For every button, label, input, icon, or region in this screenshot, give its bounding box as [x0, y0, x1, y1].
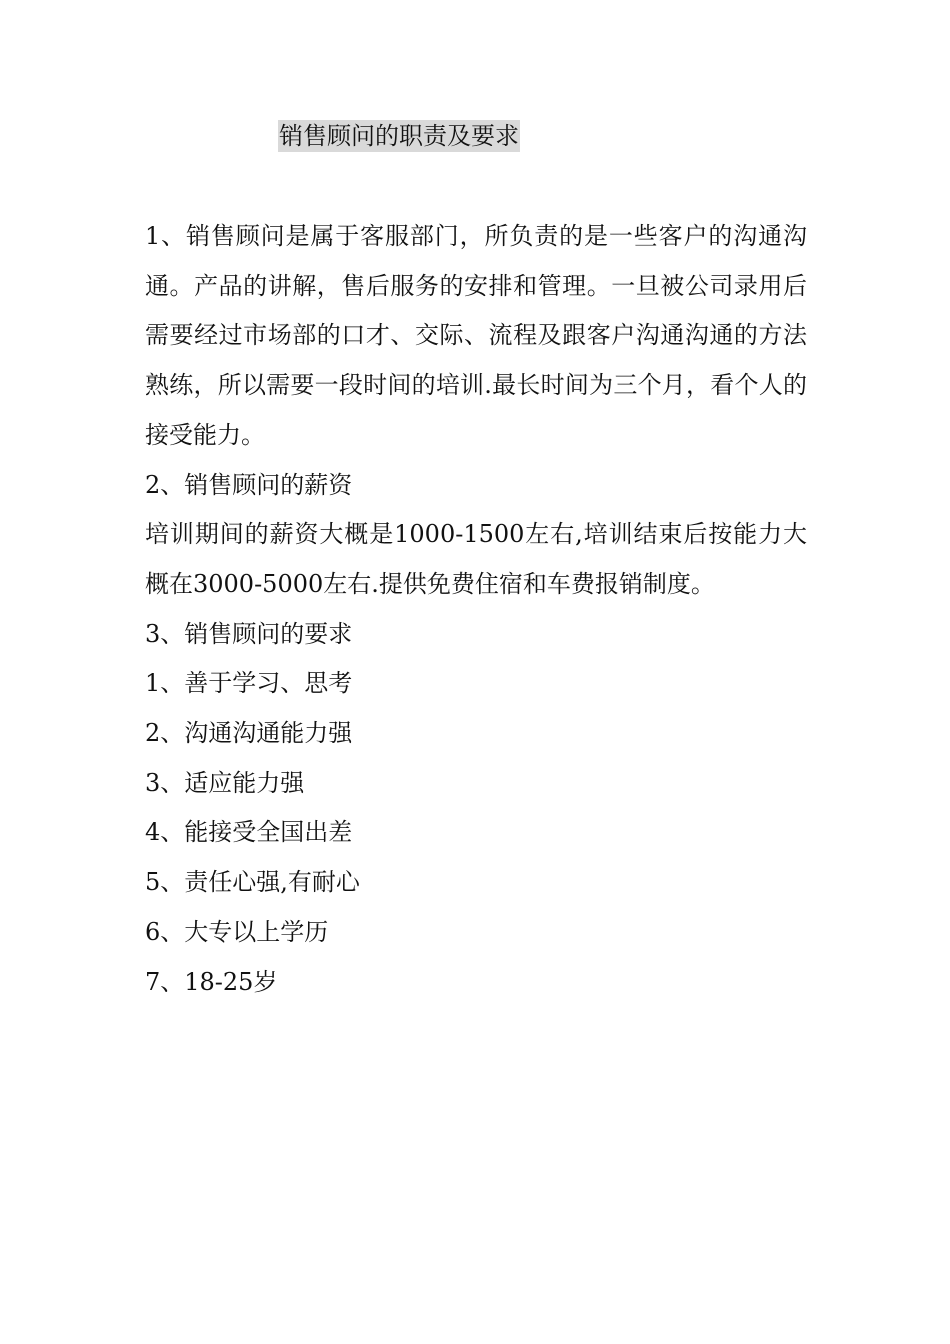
document-title: 销售顾问的职责及要求	[279, 122, 519, 150]
section-2-heading: 2、销售顾问的薪资	[145, 470, 353, 499]
requirement-item: 5、责任心强,有耐心	[145, 868, 360, 897]
requirement-item: 3、适应能力强	[145, 768, 305, 797]
requirement-item: 4、能接受全国出差	[145, 818, 353, 847]
document-body	[145, 212, 807, 1007]
section-3-heading: 3、销售顾问的要求	[145, 619, 353, 648]
requirement-item: 6、大专以上学历	[145, 917, 329, 946]
requirement-item: 7、18-25岁	[145, 967, 278, 996]
section-2-paragraph: 培训期间的薪资大概是1000-1500左右,培训结束后按能力大概在3000-5000左右.提供免费住宿和车费报销制度。	[145, 520, 807, 598]
requirement-item: 2、沟通沟通能力强	[145, 719, 353, 748]
requirement-item: 1、善于学习、思考	[145, 669, 353, 698]
section-1-paragraph: 1、销售顾问是属于客服部门，所负责的是一些客户的沟通沟通。产品的讲解，售后服务的安排和管理。一旦被公司录用后需要经过市场部的口才、交际、流程及跟客户沟通沟通的方法熟练，所以需要一段时间的培训.最长时间为三个月，看个人的接受能力。	[145, 222, 807, 449]
